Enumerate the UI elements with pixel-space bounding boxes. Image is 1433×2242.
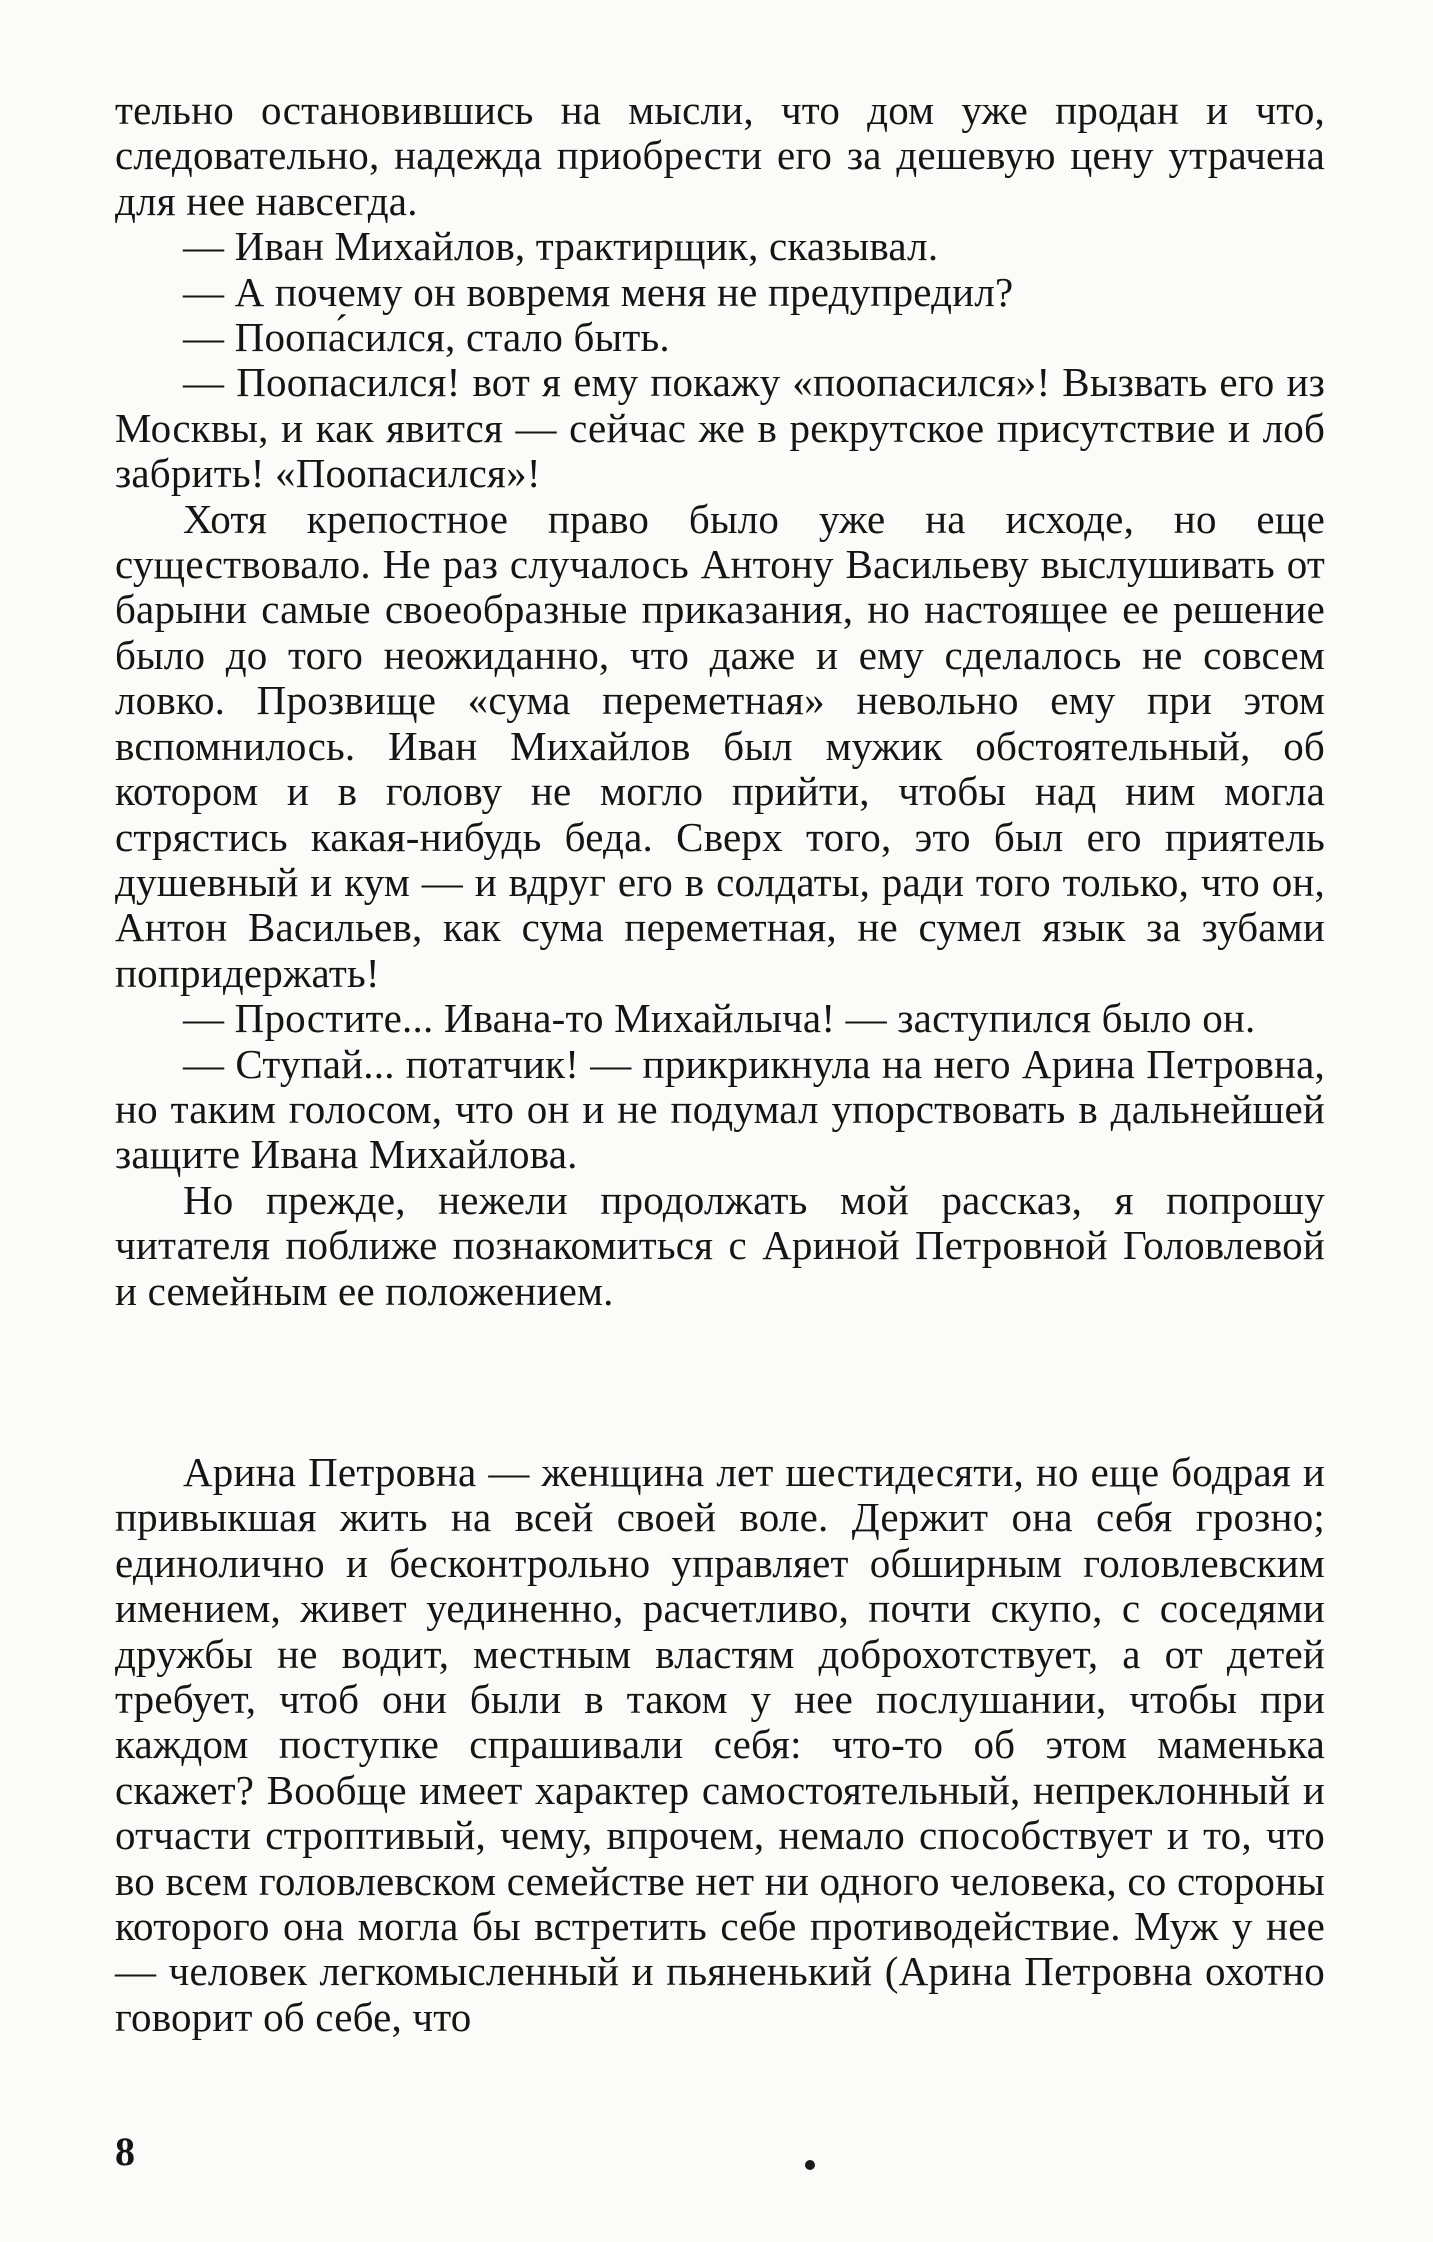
- print-mark: [805, 2160, 815, 2170]
- paragraph: Арина Петровна — женщина лет шестидесяти, но еще бодрая и привыкшая жить на всей своей воле. Держит она себя грозно; единолично и бесконтрольно управляет обширным головлевским имением, живет уединенно, расчетливо, почти скупо, с соседями дружбы не водит, местным властям доброхотствует, а от детей требует, чтоб они были в таком у нее послушании, чтобы при каждом поступке спрашивали себя: что-то об этом маменька скажет? Вообще имеет характер самостоятельный, непреклонный и отчасти строптивый, чему, впрочем, немало способствует и то, что во всем головлевском семействе нет ни одного человека, со стороны которого она могла бы встретить себе противодействие. Муж у нее — человек легкомысленный и пьяненький (Арина Петровна охотно говорит об себе, что: [115, 1449, 1325, 2040]
- paragraph: — Иван Михайлов, трактирщик, сказывал.: [183, 223, 939, 270]
- paragraph: — Поопасился! вот я ему покажу «поопасился»! Вызвать его из Москвы, и как явится — сейчас же в рекрутское присутствие и лоб забрить! «Поопасился»!: [115, 359, 1325, 497]
- paragraph: Но прежде, нежели продолжать мой рассказ, я попрошу читателя поближе познакомиться с Ариной Петровной Головлевой и семейным ее положением.: [115, 1176, 1325, 1314]
- paragraph: тельно остановившись на мысли, что дом уже продан и что, следовательно, надежда приобрести его за дешевую цену утрачена для нее навсегда.: [115, 87, 1325, 224]
- page-number: 8: [115, 2129, 135, 2174]
- paragraph: — Ступай... потатчик! — прикрикнула на него Арина Петровна, но таким голосом, что он и не подумал упорствовать в дальнейшей защите Ивана Михайлова.: [115, 1040, 1325, 1178]
- paragraph: — Поопа́сился, стало быть.: [183, 314, 670, 361]
- text-block-top: [115, 88, 1325, 1314]
- paragraph: Хотя крепостное право было уже на исходе, но еще существовало. Не раз случалось Антону Васильеву выслушивать от барыни самые своеобразные приказания, но настоящее ее решение было до того неожиданно, что даже и ему сделалось не совсем ловко. Прозвище «сума переметная» невольно ему при этом вспомнилось. Иван Михайлов был мужик обстоятельный, об котором и в голову не могло прийти, чтобы над ним могла стрястись какая-нибудь беда. Сверх того, это был его приятель душевный и кум — и вдруг его в солдаты, ради того только, что он, Антон Васильев, как сума переметная, не сумел язык за зубами попридержать!: [115, 495, 1325, 996]
- paragraph: — А почему он вовремя меня не предупредил?: [183, 268, 1014, 315]
- text-block-bottom: [115, 1450, 1325, 2040]
- paragraph: — Простите... Ивана-то Михайлыча! — заступился было он.: [183, 995, 1256, 1042]
